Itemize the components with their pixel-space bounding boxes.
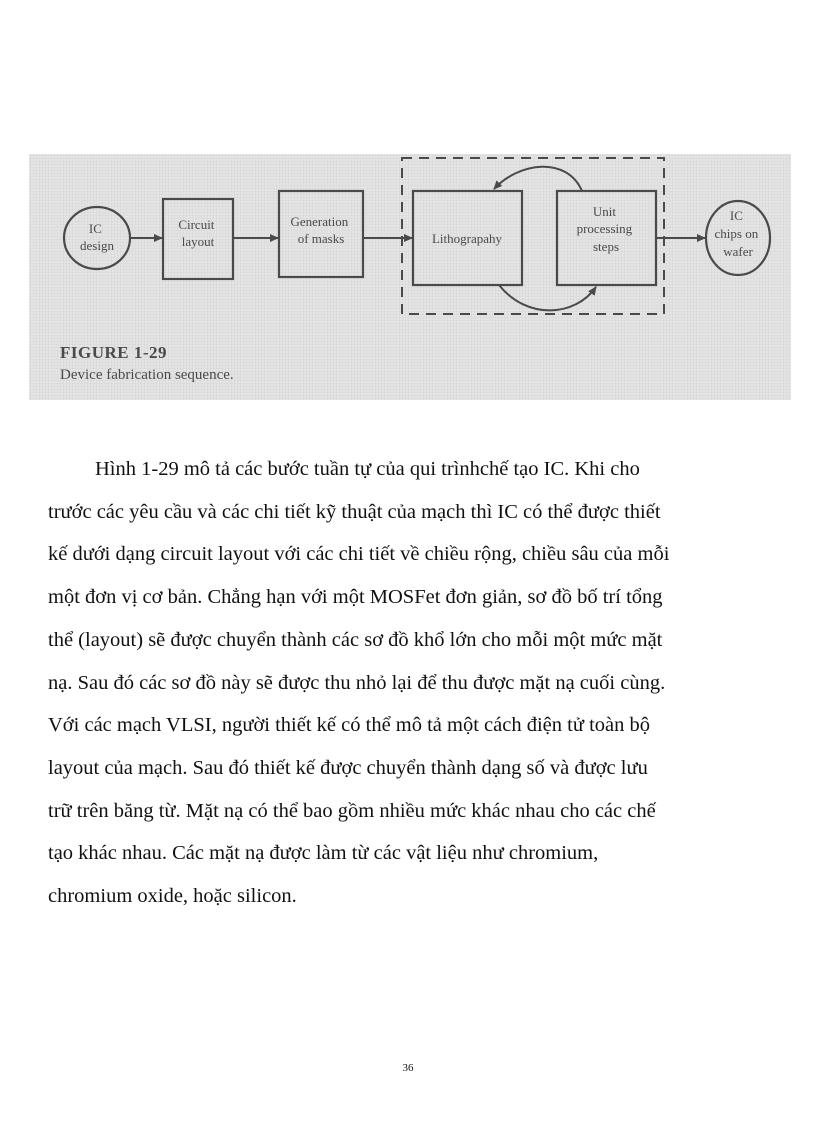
paragraph-line: nạ. Sau đó các sơ đồ này sẽ được thu nhỏ lại để thu được mặt nạ cuối cùng. (48, 671, 666, 694)
paragraph-line: layout của mạch. Sau đó thiết kế được chuyển thành dạng số và được lưu (48, 756, 648, 779)
paragraph-line: trước các yêu cầu và các chi tiết kỹ thuật của mạch thì IC có thể được thiết (48, 500, 661, 523)
paragraph-line: chromium oxide, hoặc silicon. (48, 885, 297, 908)
loop-arrow-bottom (499, 285, 596, 310)
figure-caption: Device fabrication sequence. (60, 367, 234, 383)
circuit-layout-label: Circuit layout (178, 217, 215, 249)
paragraph-line: Hình 1-29 mô tả các bước tuần tự của qui trìnhchế tạo IC. Khi cho (95, 458, 640, 480)
generation-of-masks-label: Generation of masks (290, 214, 349, 246)
lithography-label: Lithograpahy (431, 231, 503, 246)
flow-diagram (29, 154, 791, 400)
paragraph-line: trữ trên băng từ. Mặt nạ có thể bao gồm nhiều mức khác nhau cho các chế (48, 799, 656, 822)
loop-arrow-top (494, 167, 582, 191)
paragraph-line: Với các mạch VLSI, người thiết kế có thể mô tả một cách điện tử toàn bộ (48, 714, 650, 737)
paragraph-line: một đơn vị cơ bản. Chẳng hạn với một MOSFet đơn giản, sơ đồ bố trí tổng (48, 586, 663, 609)
ic-chips-on-wafer-label: IC chips on wafer (714, 208, 759, 259)
unit-processing-steps-label: Unit processing steps (576, 204, 633, 254)
page-number: 36 (402, 1062, 414, 1074)
paragraph-line: kế dưới dạng circuit layout với các chi tiết về chiều rộng, chiều sâu của mỗi (48, 543, 670, 566)
figure-number: FIGURE 1-29 (60, 343, 168, 362)
body-paragraph (48, 448, 778, 918)
ic-design-label: IC design (80, 221, 114, 253)
paragraph-line: tạo khác nhau. Các mặt nạ được làm từ các vật liệu như chromium, (48, 842, 599, 865)
figure-device-fabrication (29, 154, 791, 400)
paragraph-line: thể (layout) sẽ được chuyển thành các sơ đồ khổ lớn cho mỗi một mức mặt (48, 628, 663, 651)
